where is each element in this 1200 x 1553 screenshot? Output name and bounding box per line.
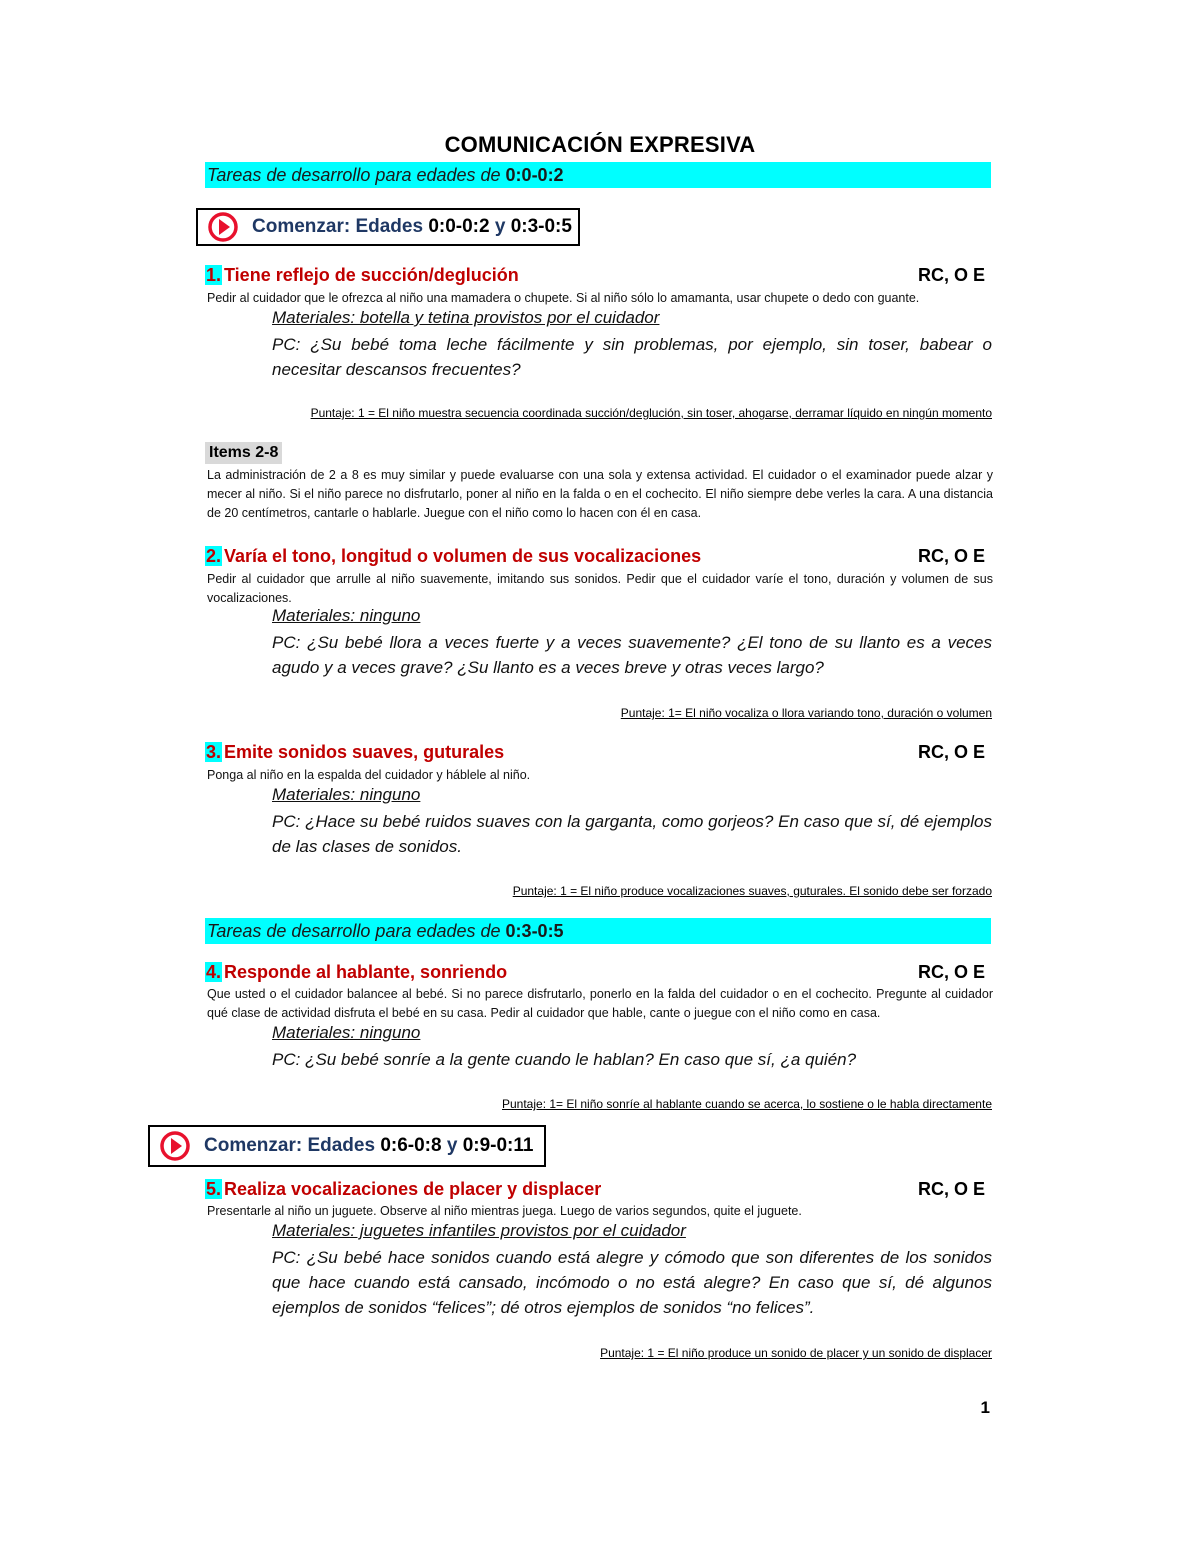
item-title: Tiene reflejo de succión/deglución: [224, 265, 519, 285]
item-code: RC, O E: [917, 546, 985, 566]
item-number: 3.: [206, 742, 222, 762]
item-code: RC, O E: [917, 742, 985, 762]
item-1-question: PC: ¿Su bebé toma leche fácilmente y sin problemas, por ejemplo, sin toser, babear o necesitar descansos frecuentes?: [272, 335, 992, 379]
item-3-question: PC: ¿Hace su bebé ruidos suaves con la garganta, como gorjeos? En caso que sí, dé ejemplos de las clases de sonidos.: [272, 812, 992, 856]
item-2-question: PC: ¿Su bebé llora a veces fuerte y a veces suavemente? ¿El tono de su llanto es a veces agudo y a veces grave? ¿Su llanto es a veces breve y otras veces largo?: [272, 633, 992, 677]
page-title: COMUNICACIÓN EXPRESIVA: [444, 132, 756, 157]
item-number: 2.: [206, 546, 222, 566]
item-5-header: [205, 1179, 991, 1203]
item-1-header: [205, 265, 991, 289]
item-title: Realiza vocalizaciones de placer y displacer: [224, 1179, 602, 1199]
item-1-materials: Materiales: botella y tetina provistos por el cuidador: [272, 308, 660, 327]
item-number: 4.: [206, 962, 222, 982]
item-code: RC, O E: [917, 962, 985, 982]
item-4-question: PC: ¿Su bebé sonríe a la gente cuando le hablan? En caso que sí, ¿a quién?: [272, 1050, 857, 1069]
items-group-text: La administración de 2 a 8 es muy similar y puede evaluarse con una sola y extensa actividad. El cuidador o el examinador puede alzar y mecer al niño. Si el niño parece no disfrutarlo, poner al niño en la falda o en el cochecito. El niño siempre debe verles la cara. A una distancia de 20 centímetros, cantarle o hablarle. Juegue con el niño como lo hacen con él en casa.: [207, 468, 993, 520]
item-3-header: [205, 742, 991, 766]
age-band-0-3-0-5: [205, 918, 991, 944]
band-prefix: Tareas de desarrollo para edades de: [207, 165, 506, 185]
age-band-0-0-0-2: [205, 162, 991, 188]
band-age: 0:0-0:2: [505, 165, 564, 185]
item-title: Emite sonidos suaves, guturales: [224, 742, 505, 762]
item-code: RC, O E: [917, 1179, 985, 1199]
item-4-materials: Materiales: ninguno: [272, 1023, 421, 1042]
item-3-score: Puntaje: 1 = El niño produce vocalizaciones suaves, guturales. El sonido debe ser forzado: [512, 884, 992, 898]
item-title: Responde al hablante, sonriendo: [224, 962, 508, 982]
red-play-arrow-icon: [160, 1131, 190, 1161]
item-5-score: Puntaje: 1 = El niño produce un sonido de placer y un sonido de displacer: [600, 1346, 992, 1360]
start-label: Comenzar: Edades 0:0-0:2 y 0:3-0:5: [252, 216, 572, 237]
item-2-materials: Materiales: ninguno: [272, 606, 421, 625]
item-1-description: Pedir al cuidador que le ofrezca al niño una mamadera o chupete. Si al niño sólo lo amamanta, usar chupete o dedo con guante.: [207, 291, 920, 305]
items-group-label: Items 2-8: [205, 442, 282, 464]
band-age: 0:3-0:5: [505, 921, 564, 941]
item-4-header: [205, 962, 991, 986]
item-5-question: PC: ¿Su bebé hace sonidos cuando está alegre y cómodo que son diferentes de los sonidos que hace cuando está cansado, incómodo o no está alegre? En caso que sí, dé algunos ejemplos de sonidos “felices”; dé otros ejemplos de sonidos “no felices”.: [272, 1248, 992, 1317]
start-label: Comenzar: Edades 0:6-0:8 y 0:9-0:11: [204, 1135, 534, 1156]
item-5-materials: Materiales: juguetes infantiles provistos por el cuidador: [272, 1221, 686, 1240]
item-number: 5.: [206, 1179, 222, 1199]
item-2-header: [205, 546, 991, 570]
start-marker-0-6: [148, 1125, 546, 1167]
page-number: 1: [980, 1398, 990, 1417]
item-1-score: Puntaje: 1 = El niño muestra secuencia coordinada succión/deglución, sin toser, ahogarse, derramar líquido en ningún momento: [310, 406, 992, 420]
item-2-description: Pedir al cuidador que arrulle al niño suavemente, imitando sus sonidos. Pedir que el cuidador varíe el tono, duración y volumen de sus vocalizaciones.: [207, 572, 993, 605]
start-marker-0-0: [196, 208, 580, 246]
item-title: Varía el tono, longitud o volumen de sus vocalizaciones: [224, 546, 702, 566]
band-prefix: Tareas de desarrollo para edades de: [207, 921, 506, 941]
item-3-materials: Materiales: ninguno: [272, 785, 421, 804]
item-number: 1.: [206, 265, 222, 285]
item-code: RC, O E: [917, 265, 985, 285]
red-play-arrow-icon: [208, 212, 238, 242]
item-5-description: Presentarle al niño un juguete. Observe al niño mientras juega. Luego de varios segundos, quite el juguete.: [207, 1204, 802, 1218]
item-4-description: Que usted o el cuidador balancee al bebé. Si no parece disfrutarlo, ponerlo en la falda del cuidador o en el cochecito. Pregunte al cuidador qué clase de actividad disfruta el bebé en su casa. Pedir al cuidador que hable, cante o juegue con el niño como en casa.: [207, 987, 993, 1020]
item-4-score: Puntaje: 1= El niño sonríe al hablante cuando se acerca, lo sostiene o le habla directamente: [502, 1097, 992, 1111]
item-2-score: Puntaje: 1= El niño vocaliza o llora variando tono, duración o volumen: [620, 706, 992, 720]
item-3-description: Ponga al niño en la espalda del cuidador y háblele al niño.: [207, 768, 531, 782]
